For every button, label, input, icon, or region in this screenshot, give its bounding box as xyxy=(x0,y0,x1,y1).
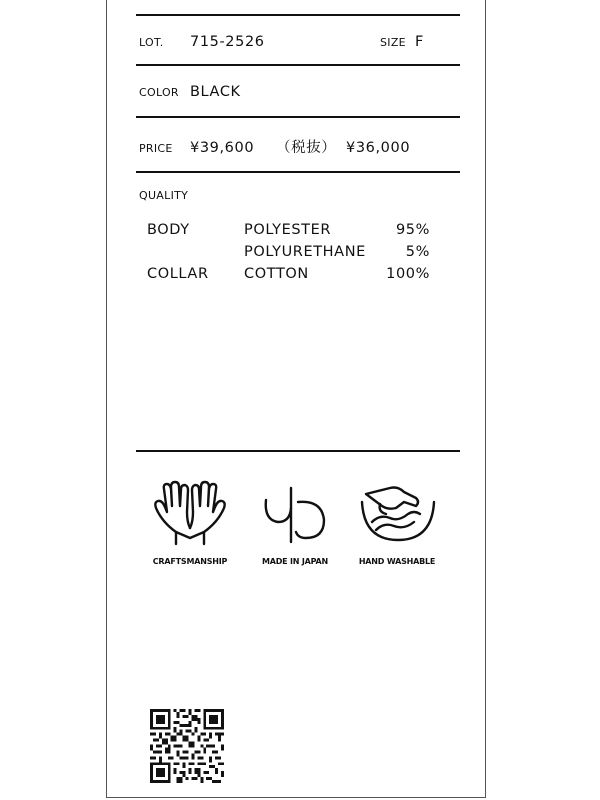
quality-material: POLYURETHANE xyxy=(244,244,366,260)
color-value: BLACK xyxy=(190,84,241,100)
size-value: F xyxy=(415,34,424,50)
price-incl-tax: ¥39,600 xyxy=(190,140,255,156)
quality-percent: 5% xyxy=(405,244,430,260)
quality-material: POLYESTER xyxy=(244,222,332,238)
quality-label: QUALITY xyxy=(139,189,189,202)
quality-material: COTTON xyxy=(244,266,309,282)
qr-code-icon xyxy=(150,709,224,783)
lot-label: LOT. xyxy=(139,36,164,49)
craftsmanship-caption: CRAFTSMANSHIP xyxy=(152,557,228,566)
price-label: PRICE xyxy=(139,142,173,155)
quality-part: COLLAR xyxy=(147,266,209,282)
lot-value: 715-2526 xyxy=(190,34,265,50)
hand-wash-icon xyxy=(358,480,438,548)
made-in-japan-caption: MADE IN JAPAN xyxy=(261,557,329,566)
price-excl-tax: ¥36,000 xyxy=(346,140,411,156)
quality-percent: 95% xyxy=(395,222,430,238)
divider xyxy=(136,14,460,16)
divider xyxy=(136,64,460,66)
product-tag xyxy=(106,0,486,798)
quality-part: BODY xyxy=(147,222,190,238)
japan-mark-icon xyxy=(258,480,332,548)
divider xyxy=(136,116,460,118)
price-tax-note: （税抜） xyxy=(276,140,337,156)
divider xyxy=(136,450,460,452)
color-label: COLOR xyxy=(139,86,179,99)
hands-icon xyxy=(150,480,230,548)
hand-washable-caption: HAND WASHABLE xyxy=(358,557,436,566)
divider xyxy=(136,171,460,173)
quality-percent: 100% xyxy=(386,266,430,282)
size-label: SIZE xyxy=(380,36,406,49)
